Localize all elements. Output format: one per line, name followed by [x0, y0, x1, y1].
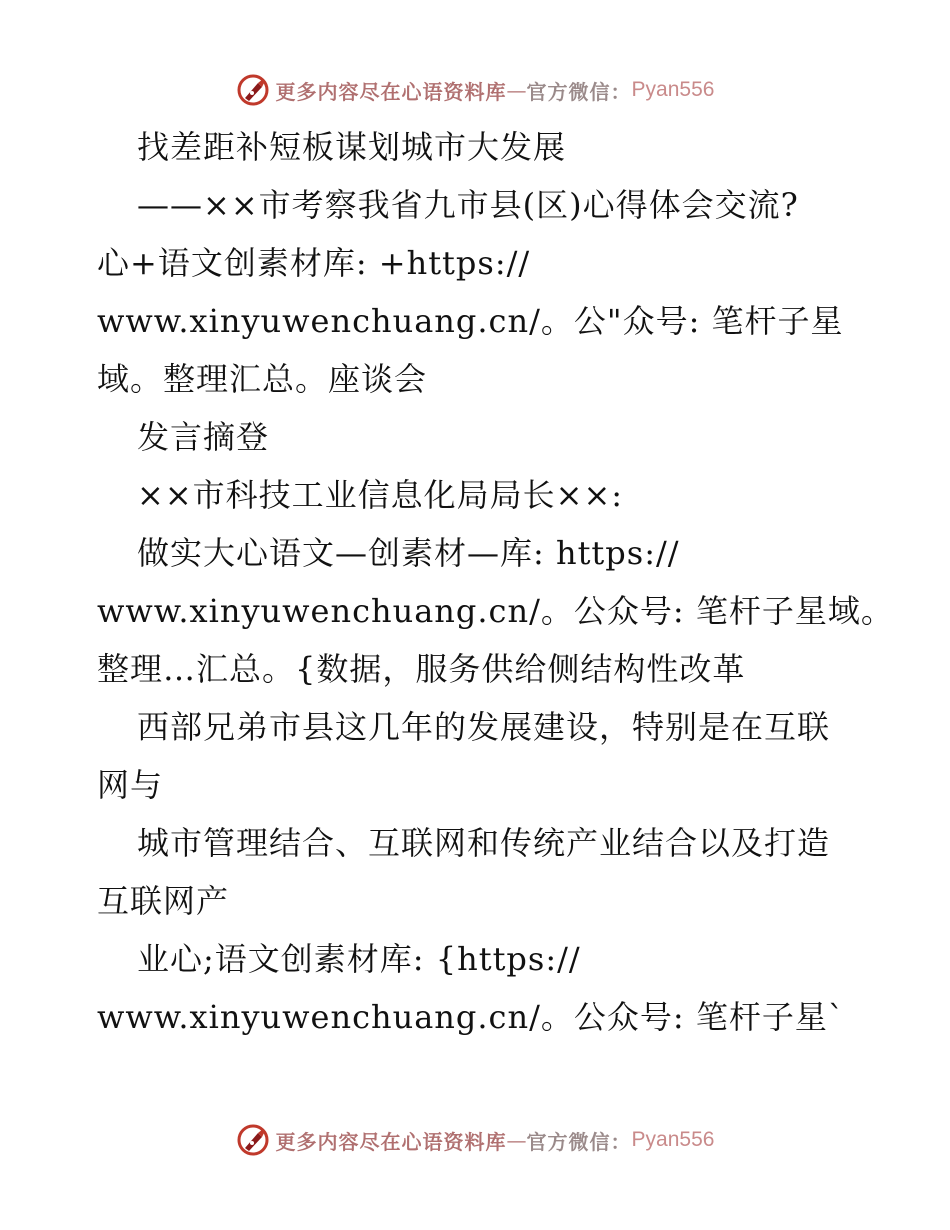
footer-banner — [0, 1120, 950, 1160]
pen-nib-logo-icon — [236, 1123, 270, 1157]
document-body — [97, 118, 894, 1046]
banner-wechat-id: Pyan556 — [631, 1128, 715, 1151]
doc-line: 业心;语文创素材库: {https:// — [137, 940, 581, 978]
doc-line: 网与 — [97, 766, 164, 804]
doc-line: 西部兄弟市县这几年的发展建设，特别是在互联 — [137, 708, 831, 746]
doc-line: 整理…汇总。{数据，服务供给侧结构性改革 — [97, 650, 746, 688]
banner-separator: — — [506, 1128, 527, 1152]
banner-wechat-label: 官方微信： — [526, 79, 632, 104]
doc-line: www.xinyuwenchuang.cn/。公众号: 笔杆子星域。 — [97, 592, 894, 630]
doc-line: www.xinyuwenchuang.cn/。公众号: 笔杆子星` — [97, 998, 845, 1036]
doc-subtitle: ——××市考察我省九市县(区)心得体会交流? — [137, 186, 799, 224]
header-banner — [0, 70, 950, 110]
doc-line: www.xinyuwenchuang.cn/。公"众号: 笔杆子星 — [97, 302, 844, 340]
doc-line: 做实大心语文—创素材—库: https:// — [137, 534, 680, 572]
doc-line: 城市管理结合、互联网和传统产业结合以及打造 — [137, 824, 831, 862]
pen-nib-logo-icon — [236, 73, 270, 107]
banner-text: 更多内容尽在心语资料库 — [275, 1129, 507, 1154]
doc-line: 心+语文创素材库: +https:// — [97, 244, 531, 282]
doc-title: 找差距补短板谋划城市大发展 — [137, 128, 567, 166]
banner-separator: — — [506, 78, 527, 102]
doc-line: 域。整理汇总。座谈会 — [97, 360, 428, 398]
doc-line: 互联网产 — [97, 882, 230, 920]
banner-wechat-label: 官方微信： — [526, 1129, 632, 1154]
banner-wechat-id: Pyan556 — [631, 78, 715, 101]
speaker-line: ××市科技工业信息化局局长××: — [137, 476, 624, 514]
banner-text: 更多内容尽在心语资料库 — [275, 79, 507, 104]
doc-line: 发言摘登 — [137, 418, 270, 456]
